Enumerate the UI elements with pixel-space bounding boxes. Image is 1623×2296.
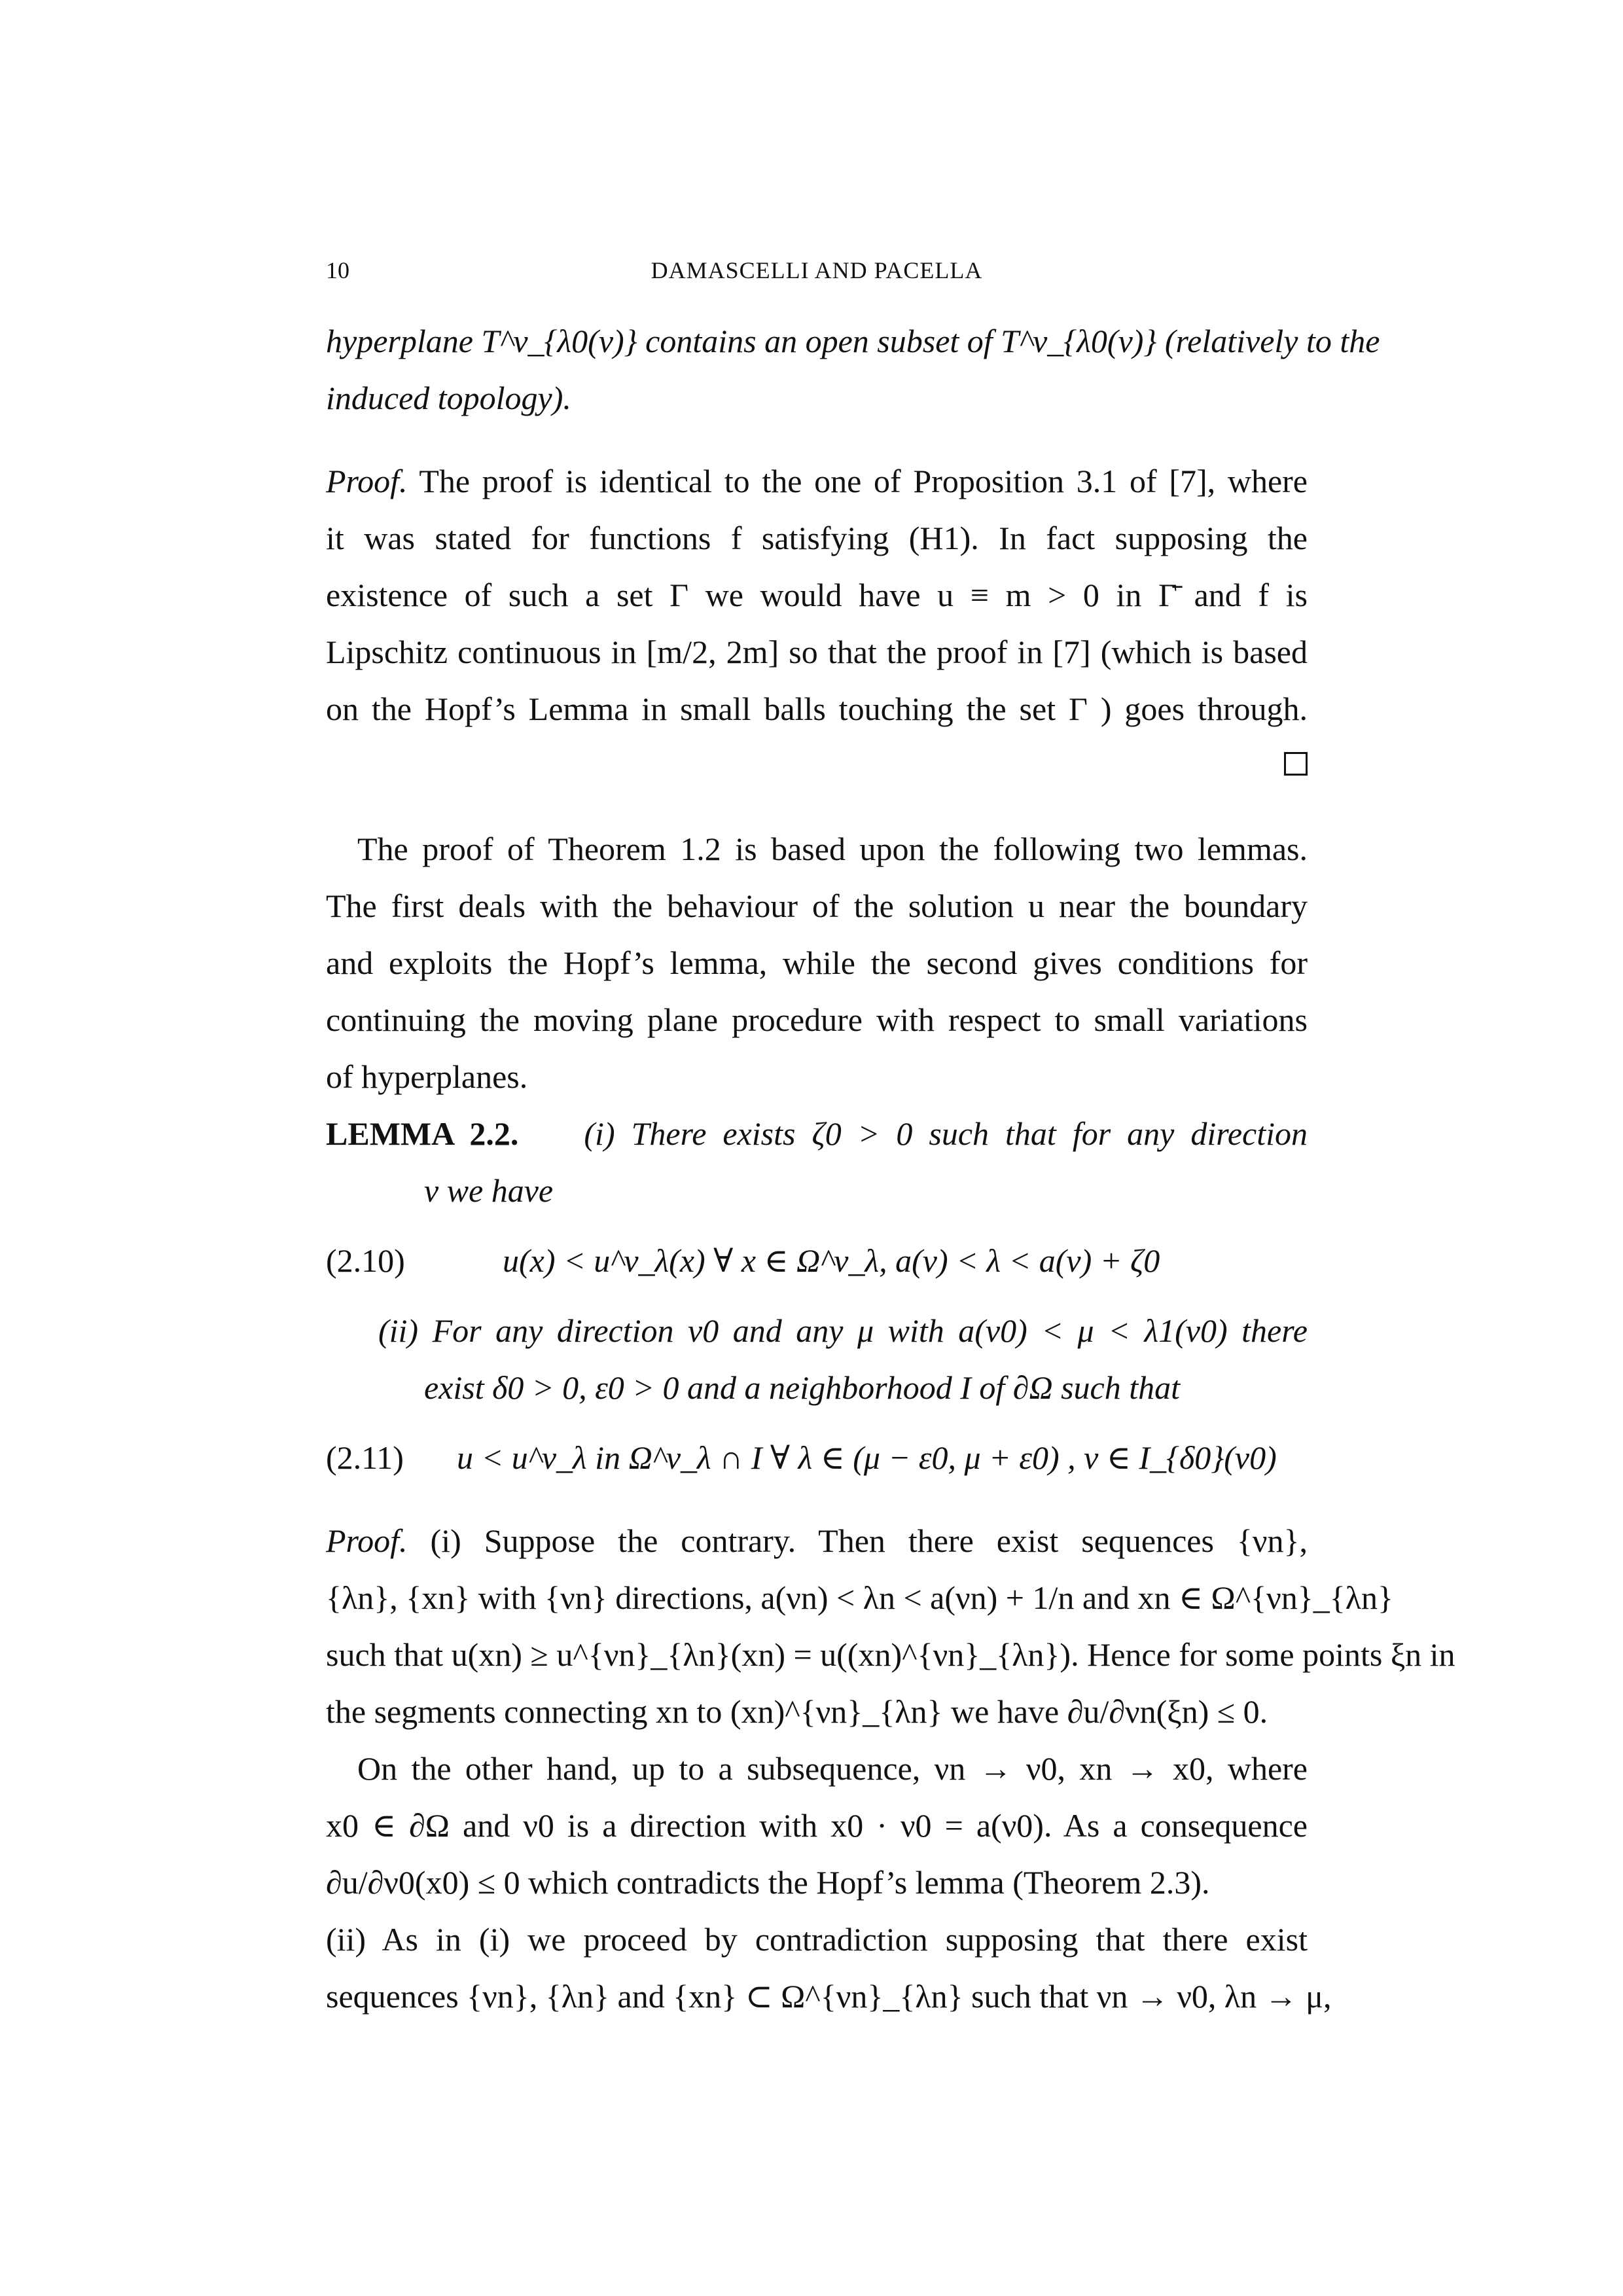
proof-line: x0 ∈ ∂Ω and ν0 is a direction with x0 · ν0 = a(ν0). As a consequence (326, 1807, 1308, 1844)
proof-line: {λn}, {xn} with {νn} directions, a(νn) < λn < a(νn) + 1/n and xn ∈ Ω^{νn}_{λn} (326, 1579, 1394, 1616)
equation-2-11 (326, 1429, 1308, 1486)
page-body (326, 313, 1455, 2025)
statement-line: hyperplane T^ν_{λ0(ν)} contains an open subset of T^ν_{λ0(ν)} (relatively to the (326, 323, 1380, 359)
proof-label: Proof. (326, 1522, 408, 1559)
paragraph-line: and exploits the Hopf’s lemma, while the second gives conditions for (326, 944, 1308, 981)
proof-line: on the Hopf’s Lemma in small balls touching the set Γ ) goes through. (326, 691, 1308, 727)
proof-line: ∂u/∂ν0(x0) ≤ 0 which contradicts the Hopf’s lemma (Theorem 2.3). (326, 1864, 1210, 1901)
paragraph-line: The first deals with the behaviour of the solution u near the boundary (326, 888, 1308, 924)
running-head: DAMASCELLI AND PACELLA (651, 257, 983, 283)
paragraph-line: continuing the moving plane procedure with respect to small variations (326, 1001, 1308, 1038)
proof-line: Proof. (i) Suppose the contrary. Then there exist sequences {νn}, (326, 1522, 1308, 1559)
lemma-line: ν we have (424, 1172, 554, 1209)
equation-2-10 (326, 1232, 1308, 1289)
proof-line: such that u(xn) ≥ u^{νn}_{λn}(xn) = u((xn)^{νn}_{λn}). Hence for some points ξn in (326, 1636, 1455, 1673)
lemma-label: LEMMA 2.2. (326, 1115, 519, 1152)
proof-line: Proof. The proof is identical to the one of Proposition 3.1 of [7], where (326, 463, 1308, 499)
lemma-line: exist δ0 > 0, ε0 > 0 and a neighborhood I of ∂Ω such that (424, 1369, 1181, 1406)
proof-label: Proof. (326, 463, 408, 499)
equation-number: (2.11) (326, 1439, 404, 1476)
page-header (326, 257, 1308, 289)
paragraph-line: of hyperplanes. (326, 1058, 528, 1095)
statement-line: induced topology). (326, 380, 571, 416)
proof-line: existence of such a set Γ we would have u ≡ m > 0 in Γ̄ and f is (326, 577, 1308, 613)
page-number: 10 (326, 257, 349, 283)
proof-line: the segments connecting xn to (xn)^{νn}_{λn} we have ∂u/∂νn(ξn) ≤ 0. (326, 1693, 1268, 1730)
lemma-line: (ii) For any direction ν0 and any μ with a(ν0) < μ < λ1(ν0) there (378, 1312, 1308, 1349)
proof-line: On the other hand, up to a subsequence, νn → ν0, xn → x0, where (357, 1750, 1308, 1787)
lemma-line: LEMMA 2.2. (i) There exists ζ0 > 0 such that for any direction (326, 1115, 1308, 1152)
equation-number: (2.10) (326, 1242, 405, 1279)
equation-formula: u < u^ν_λ in Ω^ν_λ ∩ I ∀ λ ∈ (μ − ε0, μ + ε0) , ν ∈ I_{δ0}(ν0) (457, 1439, 1277, 1476)
paragraph-line: The proof of Theorem 1.2 is based upon the following two lemmas. (357, 831, 1308, 867)
equation-formula: u(x) < u^ν_λ(x) ∀ x ∈ Ω^ν_λ, a(ν) < λ < a(ν) + ζ0 (503, 1242, 1160, 1279)
qed-square-icon (1284, 752, 1308, 776)
proof-line: Lipschitz continuous in [m/2, 2m] so that the proof in [7] (which is based (326, 634, 1308, 670)
proof-line: (ii) As in (i) we proceed by contradiction supposing that there exist (326, 1921, 1308, 1958)
proof-line: sequences {νn}, {λn} and {xn} ⊂ Ω^{νn}_{λn} such that νn → ν0, λn → μ, (326, 1978, 1332, 2015)
proof-line: it was stated for functions f satisfying (H1). In fact supposing the (326, 520, 1308, 556)
